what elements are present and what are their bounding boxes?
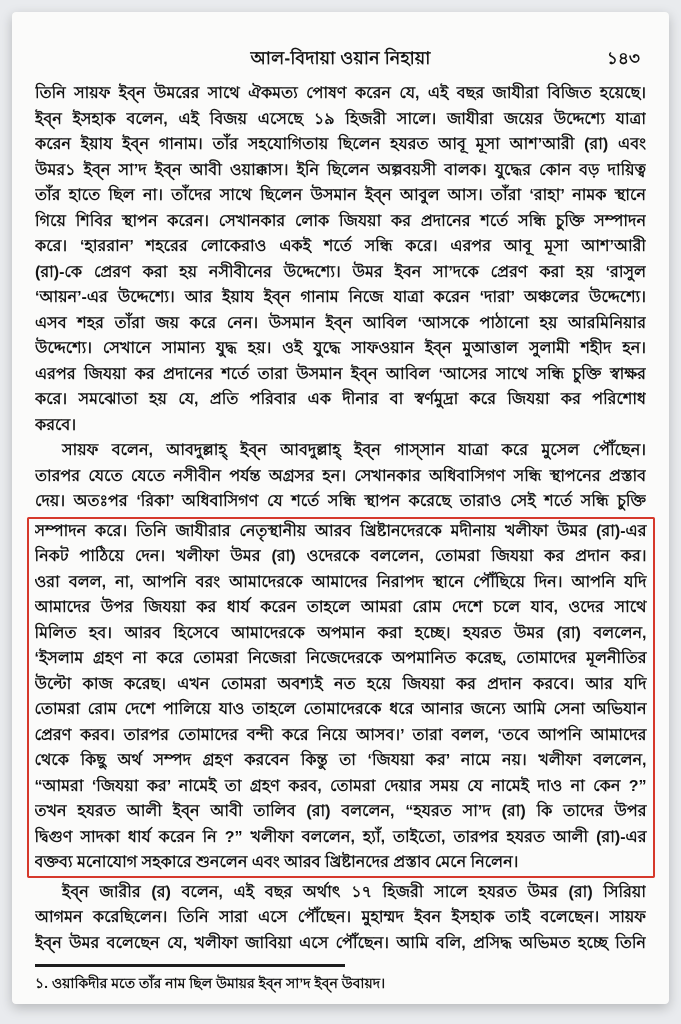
text-line: (রা)-কে প্রেরণ করা হয় নসীবীনের উদ্দেশ্যে। উমর ইবন সা’দকে প্রেরণ করা হয় ‘রাসুল bbox=[35, 263, 646, 281]
book-title: আল-বিদায়া ওয়ান নিহায়া bbox=[250, 48, 431, 68]
footnote-text: ১. ওয়াকিদীর মতে তাঁর নাম ছিল উমায়র ইব্‌ন সা’দ ইব্‌ন উবায়দ। bbox=[35, 974, 386, 991]
page-number: ১৪৩ bbox=[606, 49, 640, 68]
body-text bbox=[35, 81, 646, 956]
highlighted-text-line: বক্তব্য মনোযোগ সহকারে শুনলেন এবং আরব খ্রিষ্টানদের প্রস্তাব মেনে নিলেন। bbox=[34, 854, 519, 871]
text-line: আগমন করেছিলেন। তিনি সারা এসে পৌঁছেন। মুহাম্মদ ইবন ইসহাক তাই বলেছেন। সায়ফ bbox=[35, 909, 646, 926]
highlighted-text-line: “আমরা ‘জিযয়া কর’ নামেই তা গ্রহণ করব, তোমরা দেয়ার সময় যে নামেই দাও না কেন ?” bbox=[34, 777, 647, 795]
text-line: করে। ‘হাররান’ শহরের লোকেরাও একই শর্তে সন্ধি করে। এরপর আবূ মূসা আশ’আরী bbox=[35, 238, 646, 255]
text-line: উমর১ ইব্‌ন সা’দ ইব্‌ন আবী ওয়াক্কাস। ইনি ছিলেন অল্পবয়সী বালক। যুদ্ধের কোন বড় দায়িত্ব bbox=[35, 161, 646, 179]
text-line: গিয়ে শিবির স্থাপন করেন। সেখানকার লোক জিযয়া কর প্রদানের শর্তে সন্ধি চুক্তি সম্পাদন bbox=[35, 212, 646, 230]
text-line: তিনি সায়ফ ইব্‌ন উমরের সাথে ঐকমত্য পোষণ করেন যে, এই বছর জাযীরা বিজিত হয়েছে। bbox=[35, 85, 646, 102]
highlighted-text-line: ‘ইসলাম গ্রহণ না করে তোমরা নিজেরা নিজেদেরকে অপমানিত করেছ, তোমাদের মূলনীতির bbox=[34, 650, 647, 667]
highlighted-text-line: আমাদের উপর জিযয়া কর ধার্য করেন তাহলে আমরা রোম দেশে চলে যাব, ওদের সাথে bbox=[34, 599, 647, 616]
text-line: ‘আয়ন’-এর উদ্দেশ্যে। আর ইয়ায ইব্‌ন গানাম নিজে যাত্রা করেন ‘দারা’ অঞ্চলের উদ্দেশ্যে। bbox=[35, 289, 646, 306]
text-line: এসব শহর তাঁরা জয় করে নেন। উসমান ইব্‌ন আবিল ‘আসকে পাঠানো হয় আরমিনিয়ার bbox=[35, 314, 646, 332]
text-line: এরপর জিযয়া কর প্রদানের শর্তে তারা উসমান ইব্‌ন আবিল ‘আসের সাথে সন্ধি চুক্তি স্বাক্ষর bbox=[35, 365, 646, 383]
book-page bbox=[12, 12, 669, 1004]
highlighted-text-line: মিলিত হব। আরব হিসেবে আমাদেরকে অপমান করা হচ্ছে। হযরত উমর (রা) বললেন, bbox=[34, 624, 647, 642]
text-line: করে। সমঝোতা হয় যে, প্রতি পরিবার এক দীনার বা স্বর্ণমুদ্রা করে জিযয়া কর পরিশোধ bbox=[35, 391, 646, 408]
highlighted-text-line: নিকট পাঠিয়ে দেন। খলীফা উমর (রা) ওদেরকে বললেন, তোমরা জিযয়া কর প্রদান কর। bbox=[34, 548, 647, 565]
text-line: ইব্‌ন উমর বলেছেন যে, খলীফা জাবিয়া এসে পৌঁছেন। আমি বলি, প্রসিদ্ধ অভিমত হচ্ছে তিনি bbox=[35, 934, 646, 952]
text-line: করেন ইয়ায ইব্‌ন গানাম। তাঁর সহযোগিতায় ছিলেন হযরত আবূ মূসা আশ’আরী (রা) এবং bbox=[35, 136, 646, 153]
text-line: ইব্‌ন ইসহাক বলেন, এই বিজয় এসেছে ১৯ হিজরী সালে। জাযীরা জয়ের উদ্দেশ্যে যাত্রা bbox=[35, 110, 646, 128]
highlighted-text-line: সম্পাদন করে। তিনি জাযীরার নেতৃস্থানীয় আরব খ্রিষ্টানদেরকে মদীনায় খলীফা উমর (রা)-এর bbox=[34, 522, 647, 540]
text-line: ইব্‌ন জারীর (র) বলেন, এই বছর অর্থাৎ ১৭ হিজরী সালে হযরত উমর (রা) সিরিয়া bbox=[62, 883, 646, 901]
text-line: তারপর যেতে যেতে নসীবীন পর্যন্ত অগ্রসর হন। সেখানকার অধিবাসিগণ সন্ধি স্থাপনের প্রস্তাব bbox=[35, 467, 646, 485]
text-line: করবে। bbox=[35, 416, 77, 434]
highlighted-text-line: প্রেরণ করব। তারপর তোমাদের বন্দী করে নিয়ে আসব।’ তারা বলল, ‘তবে আপনি আমাদের bbox=[34, 726, 647, 744]
text-line: তাঁর হাতে ছিল না। তাঁদের সাথে ছিলেন উসমান ইব্‌ন আবুল আস। তাঁরা ‘রাহা’ নামক স্থানে bbox=[35, 187, 646, 204]
page-header bbox=[35, 46, 646, 70]
text-line: উদ্দেশ্যে। সেখানে সামান্য যুদ্ধ হয়। ওই যুদ্ধে সাফওয়ান ইব্‌ন মুআত্তাল সুলামী শহীদ হন। bbox=[35, 340, 646, 357]
highlighted-text-line: থেকে কিছু অর্থ সম্পদ গ্রহণ করবেন কিন্তু তা ‘জিযয়া কর’ নামে নয়। খলীফা বললেন, bbox=[34, 752, 647, 769]
highlighted-text-line: উল্টো কাজ করেছ। এখন তোমরা অবশ্যই নত হয়ে জিযয়া কর প্রদান করবে। আর যদি bbox=[34, 675, 647, 693]
highlighted-text-line: তখন হযরত আলী ইব্‌ন আবী তালিব (রা) বললেন, “হযরত সা’দ (রা) কি তাদের উপর bbox=[34, 803, 647, 820]
highlighted-text-line: দ্বিগুণ সাদকা ধার্য করেন নি ?” খলীফা বললেন, হ্যাঁ, তাইতো, তারপর হযরত আলী (রা)-এর bbox=[34, 828, 647, 846]
highlighted-text-line: ওরা বলল, না, আপনি বরং আমাদেরকে আমাদের নিরাপদ স্থানে পৌঁছিয়ে দিন। আপনি যদি bbox=[34, 573, 647, 591]
text-line: দেয়। অতঃপর ‘রিকা’ অধিবাসিগণ যে শর্তে সন্ধি স্থাপন করেছে তারাও সেই শর্তে সন্ধি চুক্তি bbox=[35, 493, 646, 510]
highlighted-text-line: তোমরা রোম দেশে পালিয়ে যাও তাহলে তোমাদেরকে ধরে আনার জন্যে আমি সেনা অভিযান bbox=[34, 701, 647, 718]
red-highlight-box bbox=[27, 517, 655, 878]
footnote-divider bbox=[35, 964, 345, 967]
text-line: সায়ফ বলেন, আবদুল্লাহ্ ইব্‌ন আবদুল্লাহ্ ইব্‌ন গাস্‌সান যাত্রা করে মুসেল পৌঁছেন। bbox=[62, 442, 646, 459]
